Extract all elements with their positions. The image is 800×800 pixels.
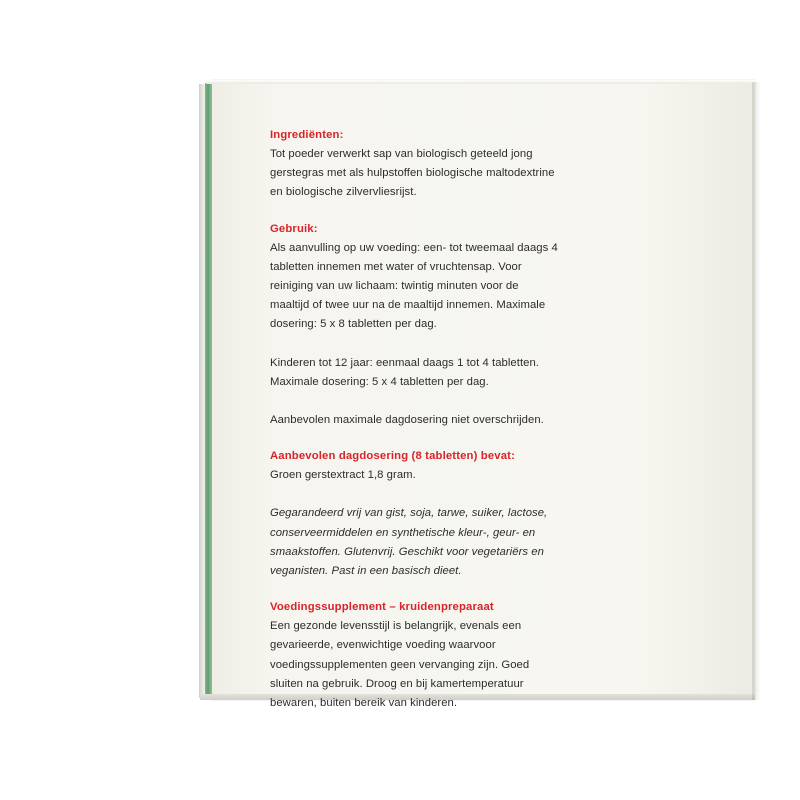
- section-heading-dagdosering: Aanbevolen dagdosering (8 tabletten) bevat:: [270, 450, 515, 463]
- label-text-block: [270, 128, 560, 713]
- spacer: [270, 485, 560, 504]
- section-paragraph-vrij-van-1: Gegarandeerd vrij van gist, soja, tarwe, suiker, lactose, conserveermiddelen en synthetische kleur-, geur- en smaakstoffen. Glutenvrij. Geschikt voor vegetariërs en veganisten. Past in een basisch dieet.: [270, 507, 548, 578]
- section-paragraph-gebruik-3: Aanbevolen maximale dagdosering niet overschrijden.: [270, 414, 544, 427]
- section-heading-voedingssupplement: Voedingssupplement – kruidenpreparaat: [270, 601, 494, 614]
- section-paragraph-voedingssupplement-1: Een gezonde levensstijl is belangrijk, evenals een gevarieerde, evenwichtige voeding waarvoor voedingssupplementen geen vervanging zijn. Goed sluiten na gebruik. Droog en bij kamertemperatuur bewaren, buiten bereik van kinderen.: [270, 620, 530, 710]
- section-paragraph-gebruik-2: Kinderen tot 12 jaar: eenmaal daags 1 tot 4 tabletten. Maximale dosering: 5 x 4 tabletten per dag.: [270, 356, 539, 388]
- spacer: [270, 581, 560, 600]
- label-section-dagdosering: [270, 449, 560, 485]
- section-heading-ingredienten: Ingrediënten:: [270, 129, 344, 141]
- section-paragraph-dagdosering-1: Groen gerstextract 1,8 gram.: [270, 469, 416, 482]
- section-paragraph-ingredienten-1: Tot poeder verwerkt sap van biologisch geteeld jong gerstegras met als hulpstoffen biologische maltodextrine en biologische zilvervliesrijst.: [270, 148, 555, 199]
- spacer: [270, 203, 560, 222]
- label-section-vrij-van: [270, 504, 560, 581]
- label-section-voedingssupplement: [270, 600, 560, 713]
- carton-right-shadow: [752, 82, 761, 700]
- spacer: [270, 392, 560, 411]
- section-paragraph-gebruik-1: Als aanvulling op uw voeding: een- tot tweemaal daags 4 tabletten innemen met water of vruchtensap. Voor reiniging van uw lichaam: twintig minuten voor de maaltijd of twee uur na de maaltijd innemen. Maximale dosering: 5 x 8 tabletten per dag.: [270, 241, 558, 331]
- spacer: [270, 335, 560, 354]
- carton-green-accent-strip: [205, 83, 212, 699]
- section-heading-gebruik: Gebruik:: [270, 222, 318, 235]
- spacer: [270, 430, 560, 449]
- label-section-ingredienten: [270, 128, 560, 203]
- carton-top-edge: [206, 80, 755, 84]
- label-section-gebruik: [270, 222, 560, 431]
